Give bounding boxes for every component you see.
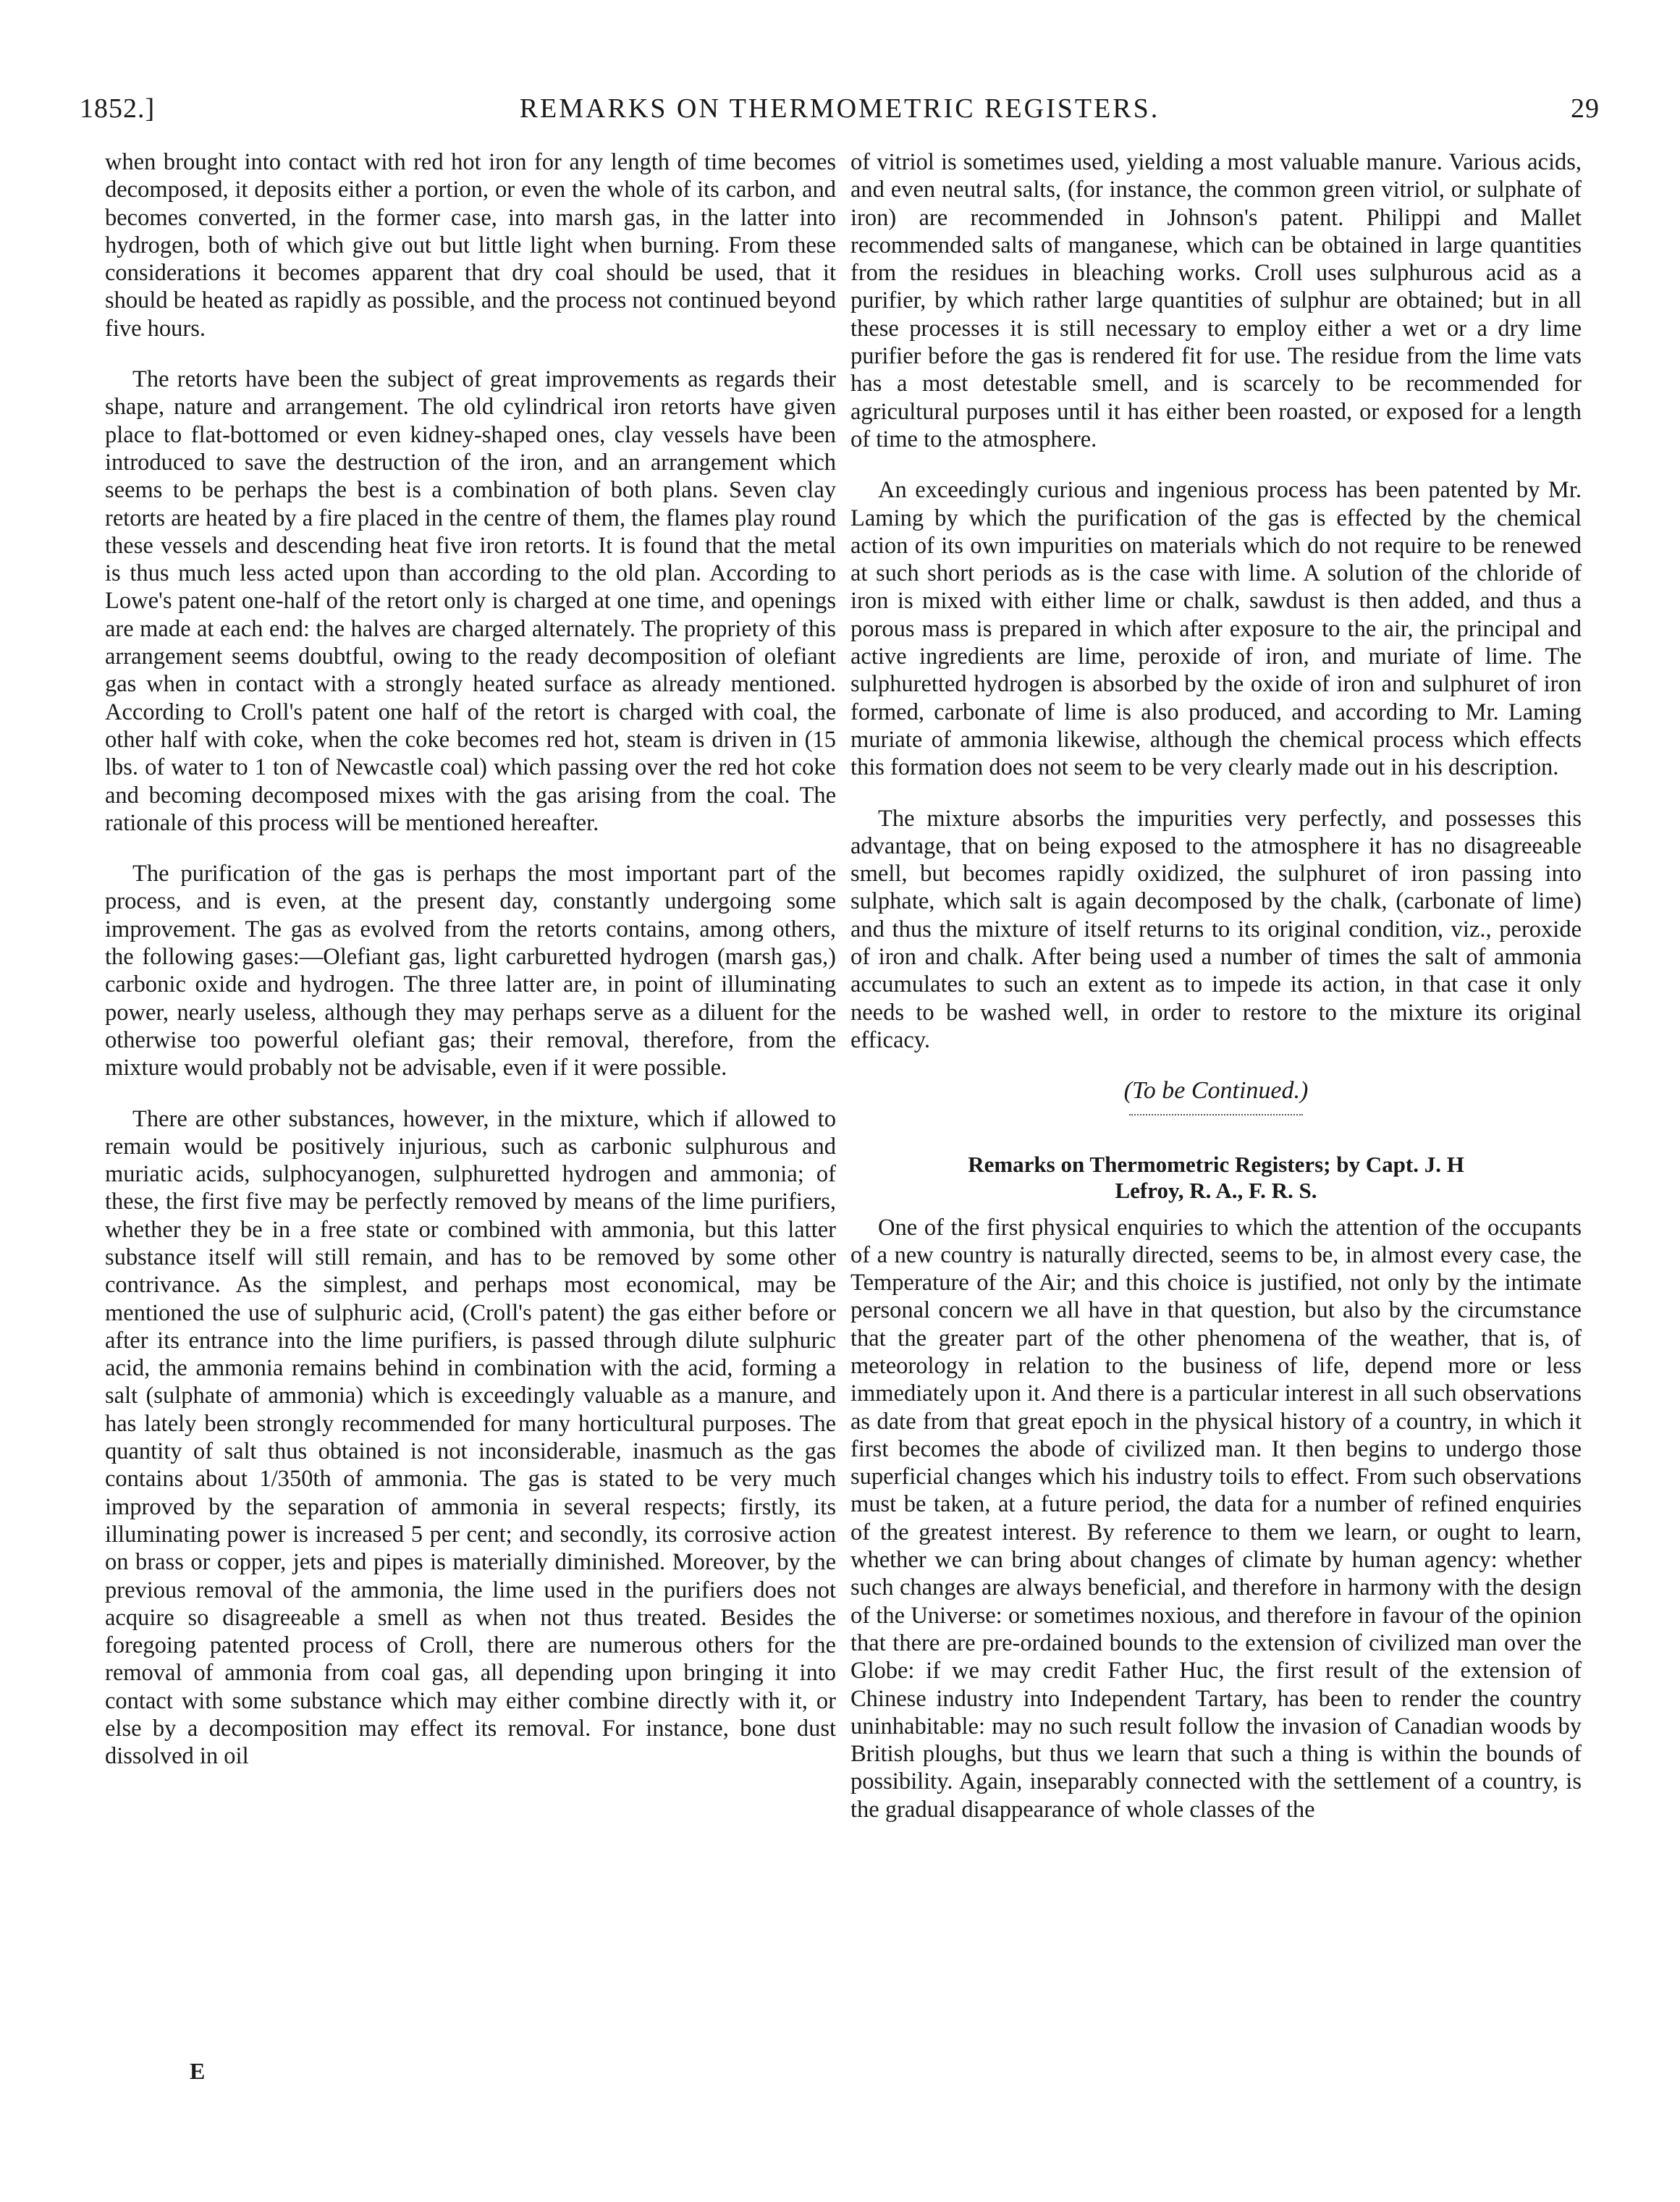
page-year: 1852.] [80,93,156,124]
left-column [105,148,836,1794]
paragraph: The retorts have been the subject of great improvements as regards their shape, nature and arrangement. The old cylindrical iron retorts have given place to flat-bottomed or even kidney-shaped ones, clay vessels have been introduced to save the destruction of the iron, and an arrangement which seems to be perhaps the best is a combination of both plans. Seven clay retorts are heated by a fire placed in the centre of them, the flames play round these vessels and descending heat five iron retorts. It is found that the metal is thus much less acted upon than according to the old plan. According to Lowe's patent one-half of the retort only is charged at one time, and openings are made at each end: the halves are charged alternately. The propriety of this arrangement seems doubtful, owing to the ready decomposition of olefiant gas when in contact with a strongly heated surface as already mentioned. According to Croll's patent one half of the retort is charged with coal, the other half with coke, when the coke becomes red hot, steam is driven in (15 lbs. of water to 1 ton of Newcastle coal) which passing over the red hot coke and becoming decomposed mixes with the gas arising from the coal. The rationale of this process will be mentioned hereafter. [105,366,836,836]
paragraph: when brought into contact with red hot iron for any length of time becomes decomposed, it deposits either a portion, or even the whole of its carbon, and becomes converted, in the former case, into marsh gas, in the latter into hydrogen, both of which give out but little light when burning. From these considerations it becomes apparent that dry coal should be used, that it should be heated as rapidly as possible, and the process not continued beyond five hours. [105,149,836,342]
paragraph: One of the first physical enquiries to which the attention of the occupants of a new country is naturally directed, seems to be, in almost every case, the Temperature of the Air; and this choice is justified, not only by the intimate personal concern we all have in that question, but also by the circumstance that the greater part of the other phenomena of the weather, that is, of meteorology in relation to the business of life, depend more or less immediately upon it. And there is a particular interest in all such observations as date from that great epoch in the physical history of a country, in which it first becomes the abode of civilized man. It then begins to undergo those superficial changes which his industry toils to effect. From such observations must be taken, at a future period, the data for a number of refined enquiries of the greatest interest. By reference to them we learn, or ought to learn, whether we can bring about changes of climate by human agency: whether such changes are always beneficial, and therefore in harmony with the design of the Universe: or sometimes noxious, and therefore in favour of the opinion that there are pre-ordained bounds to the extension of civilized man over the Globe: if we may credit Father Huc, the first result of the extension of Chinese industry into Independent Tartary, has been to render the country uninhabitable: may no such result follow the invasion of Canadian woods by British ploughs, but thus we learn that such a thing is within the bounds of possibility. Again, inseparably connected with the settlement of a country, is the gradual disappearance of whole classes of the [850,1214,1582,1823]
page-running-title: REMARKS ON THERMOMETRIC REGISTERS. [519,93,1160,124]
to-be-continued: (To be Continued.) [1123,1077,1309,1105]
paragraph: The mixture absorbs the impurities very perfectly, and possesses this advantage, that on being exposed to the atmosphere it has no disagreeable smell, but becomes rapidly oxidized, the sulphuret of iron passing into sulphate, which salt is again decomposed by the chalk, (carbonate of lime) and thus the mixture of itself returns to its original condition, viz., peroxide of iron and chalk. After being used a number of times the salt of ammonia accumulates to such an extent as to impede its action, in that case it only needs to be washed well, in order to restore to the mixture its original efficacy. [850,805,1582,1053]
paragraph: An exceedingly curious and ingenious process has been patented by Mr. Laming by which the purification of the gas is effected by the chemical action of its own impurities on materials which do not require to be renewed at such short periods as is the case with lime. A solution of the chloride of iron is mixed with either lime or chalk, sawdust is then added, and thus a porous mass is prepared in which after exposure to the air, the principal and active ingredients are lime, peroxide of iron, and muriate of lime. The sulphuretted hydrogen is absorbed by the oxide of iron and sulphuret of iron formed, carbonate of lime is also produced, and according to Mr. Laming muriate of ammonia likewise, although the chemical process which effects this formation does not seem to be very clearly made out in his description. [850,477,1582,781]
paragraph: There are other substances, however, in the mixture, which if allowed to remain would be positively injurious, such as carbonic sulphurous and muriatic acids, sulphocyanogen, sulphuretted hydrogen and ammonia; of these, the first five may be perfectly removed by means of the lime purifiers, whether they be in a free state or combined with ammonia, but this latter substance itself will still remain, and has to be removed by some other contrivance. As the simplest, and perhaps most economical, may be mentioned the use of sulphuric acid, (Croll's patent) the gas either before or after its entrance into the lime purifiers, is passed through dilute sulphuric acid, the ammonia remains behind in combination with the acid, forming a salt (sulphate of ammonia) which is exceedingly valuable as a manure, and has lately been strongly recommended for many horticultural purposes. The quantity of salt thus obtained is not inconsiderable, inasmuch as the gas contains about 1/350th of ammonia. The gas is stated to be very much improved by the separation of ammonia in several respects; firstly, its illuminating power is increased 5 per cent; and secondly, its corrosive action on brass or copper, jets and pipes is materially diminished. Moreover, by the previous removal of the ammonia, the lime used in the purifiers does not acquire so disagreeable a smell as when not thus treated. Besides the foregoing patented process of Croll, there are numerous others for the removal of ammonia from coal gas, all depending upon bringing it into contact with some substance which may either combine directly with it, or else by a decomposition may effect its removal. For instance, bone dust dissolved in oil [105,1105,836,1770]
page-number: 29 [1571,93,1600,124]
section-title-line-1: Remarks on Thermometric Registers; by Capt. J. H [968,1151,1464,1177]
section-title [850,1152,1582,1204]
section-divider [1129,1114,1303,1115]
running-head [80,93,1600,136]
section-title-line-2: Lefroy, R. A., F. R. S. [1115,1177,1317,1203]
paragraph: of vitriol is sometimes used, yielding a most valuable manure. Various acids, and even neutral salts, (for instance, the common green vitriol, or sulphate of iron) are recommended in Johnson's patent. Philippi and Mallet recommended salts of manganese, which can be obtained in large quantities from the residues in bleaching works. Croll uses sulphurous acid as a purifier, by which rather large quantities of sulphur are obtained; but in all these processes it is still necessary to employ either a wet or a dry lime purifier before the gas is rendered fit for use. The residue from the lime vats has a most detestable smell, and is scarcely to be recommended for agricultural purposes until it has either been roasted, or exposed for a length of time to the atmosphere. [850,149,1582,452]
paragraph: The purification of the gas is perhaps the most important part of the process, and is even, at the present day, constantly undergoing some improvement. The gas as evolved from the retorts contains, among others, the following gases:—Olefiant gas, light carburetted hydrogen (marsh gas,) carbonic oxide and hydrogen. The three latter are, in point of illuminating power, nearly useless, although they may perhaps serve as a diluent for the otherwise too powerful olefiant gas; their removal, therefore, from the mixture would probably not be advisable, even if it were possible. [105,861,836,1081]
signature-mark: E [190,2058,206,2084]
right-column [850,148,1582,1847]
